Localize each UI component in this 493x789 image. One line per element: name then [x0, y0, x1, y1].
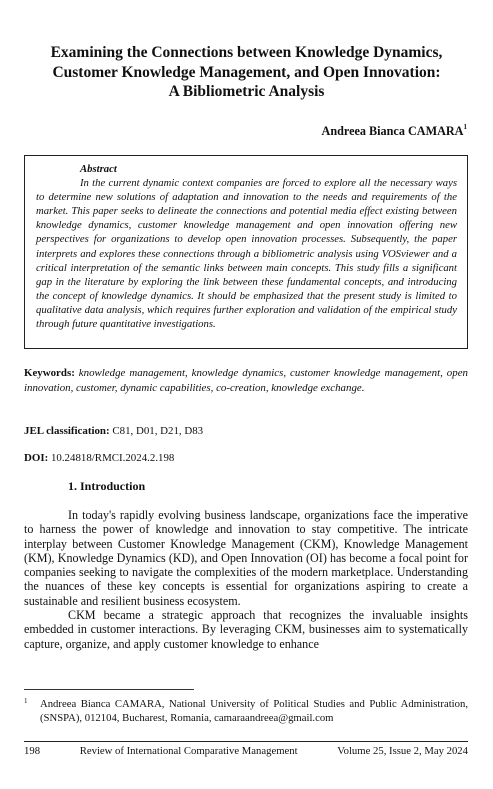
issue-info: Volume 25, Issue 2, May 2024	[337, 745, 468, 757]
abstract-heading: Abstract	[80, 163, 117, 175]
title-line-1: Examining the Connections between Knowledge Dynamics,	[50, 44, 443, 61]
paragraph-1: In today's rapidly evolving business landscape, organizations face the imperative to harness the power of knowledge and innovation to stay competitive. The intricate interplay between Customer Knowledge Management (CKM), Knowledge Management (KM), Knowledge Dynamics (KD), and Open Innovation (OI) has become a focal point for companies seeking to navigate the complexities of the modern marketplace. Understanding the nuances of these key concepts is essential for organizations aspiring to create a sustainable and resilient business ecosystem.	[24, 508, 468, 608]
jel-label: JEL classification:	[24, 425, 110, 437]
footer-divider	[24, 741, 468, 742]
title-line-3: A Bibliometric Analysis	[168, 83, 325, 100]
paragraph-2: CKM became a strategic approach that recognizes the invaluable insights embedded in customer interactions. By leveraging CKM, businesses aim to systematically capture, organize, and apply customer knowledge to enhance	[24, 608, 468, 651]
section-heading-introduction: 1. Introduction	[68, 479, 146, 493]
author-line	[322, 124, 467, 139]
doi-line	[24, 452, 174, 464]
doi-value: 10.24818/RMCI.2024.2.198	[50, 452, 175, 464]
footnote	[24, 697, 468, 725]
author-footnote-mark: 1	[463, 123, 467, 131]
keywords-value: knowledge management, knowledge dynamics, customer knowledge management, open innovation, customer, dynamic capabilities, co-creation, knowledge exchange.	[24, 367, 468, 394]
footnote-mark: 1	[24, 697, 28, 705]
jel-value: C81, D01, D21, D83	[112, 425, 204, 437]
page-number: 198	[24, 745, 41, 757]
keywords-label: Keywords:	[24, 367, 75, 379]
abstract-text: In the current dynamic context companies are forced to explore all the necessary ways to determine new solutions of adaptation and innovation to the needs and requirements of the market. This paper seeks to delineate the connections and potential media effect existing between knowledge dynamics, customer knowledge management and open innovation offering new perspectives for organizations to develop open innovation processes. Subsequently, the paper interprets and explores these connections through a bibliometric analysis using VOSviewer and a critical interpretation of the semantic links between main concepts. This study fills a significant gap in the literature by exploring the link between these fundamental concepts, and introducing the concept of knowledge dynamics. It should be emphasized that the present study is limited to qualitative data analysis, which requires further exploration and validation of the empirical study through future quantitative investigations.	[36, 177, 457, 331]
doi-label: DOI:	[24, 452, 49, 464]
introduction-body	[24, 508, 468, 651]
keywords	[24, 366, 468, 395]
page-footer	[24, 745, 468, 757]
title-line-2: Customer Knowledge Management, and Open Innovation:	[52, 63, 441, 81]
footnote-text: Andreea Bianca CAMARA, National University of Political Studies and Public Administration, (SNSPA), 012104, Bucharest, Romania, camaraandreea@gmail.com	[40, 698, 468, 725]
jel-classification	[24, 425, 203, 437]
footnote-divider	[24, 689, 194, 690]
paper-title	[20, 43, 473, 102]
journal-name: Review of International Comparative Management	[79, 745, 298, 757]
author-name: Andreea Bianca CAMARA	[321, 124, 464, 138]
abstract-box	[24, 155, 468, 349]
